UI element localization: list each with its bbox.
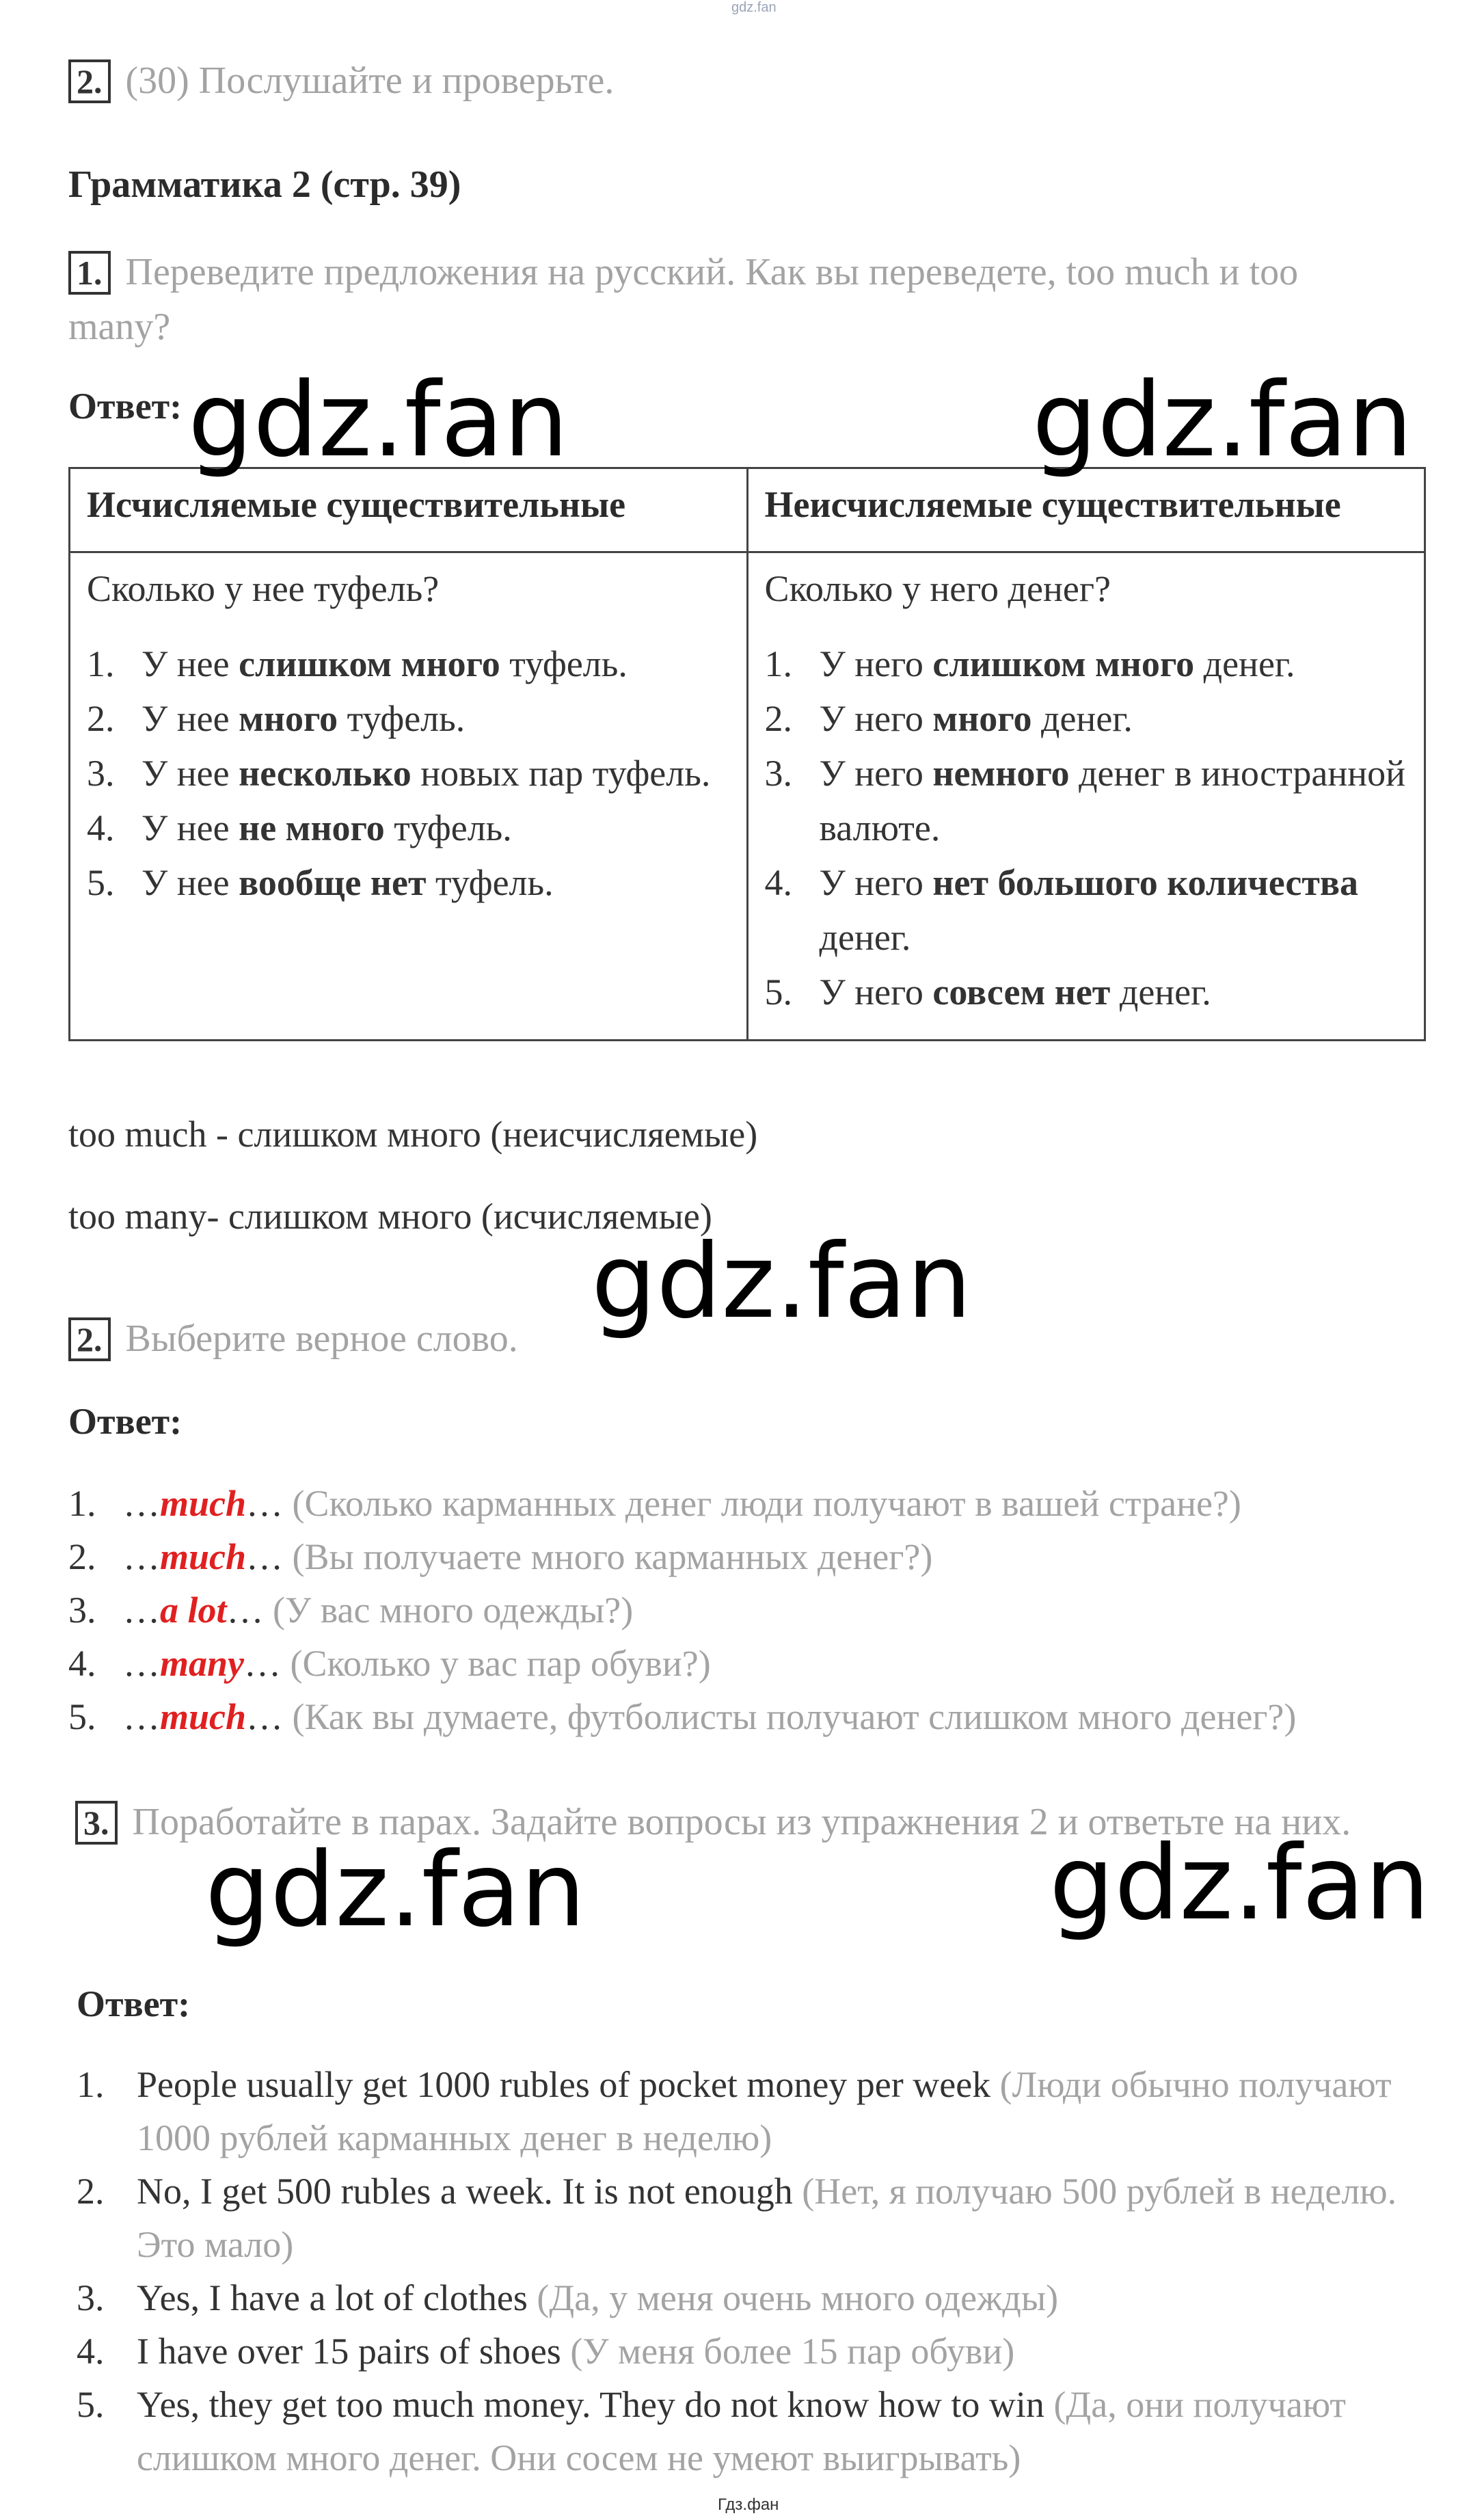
list-item: 3. Yes, I have a lot of clothes (Да, у меня очень много одежды)	[77, 2277, 1059, 2318]
answer-label: Ответ:	[77, 1983, 191, 2024]
listen-task	[68, 53, 614, 108]
list-item: 1. People usually get 1000 rubles of pocket money per week (Люди обычно получают 1000 рублей карманных денег в неделю)	[77, 2064, 1392, 2158]
countable-question: Сколько у нее туфель?	[87, 568, 440, 609]
list-item: 2. …much… (Вы получаете много карманных денег?)	[68, 1536, 933, 1577]
list-item: 2. No, I get 500 rubles a week. It is not enough (Нет, я получаю 500 рублей в неделю. Это мало)	[77, 2171, 1397, 2265]
list-item: 4. …many… (Сколько у вас пар обуви?)	[68, 1643, 711, 1684]
watermark: gdz.fan	[205, 1831, 586, 1950]
note-too-much: too much - слишком много (неисчисляемые)	[68, 1114, 758, 1155]
nouns-table	[68, 467, 1426, 1041]
answer-label: Ответ:	[68, 1401, 183, 1442]
list-item: 1. У него слишком много денег.	[764, 643, 1295, 684]
task-number: 3.	[75, 1801, 118, 1845]
note-too-many: too many- слишком много (исчисляемые)	[68, 1196, 712, 1237]
countable-list	[87, 637, 730, 910]
task-number: 1.	[68, 251, 111, 295]
list-item: 2. У него много денег.	[764, 698, 1133, 739]
uncountable-question: Сколько у него денег?	[764, 568, 1111, 609]
list-item: 2. У нее много туфель.	[87, 698, 466, 739]
list-item: 4. У него нет большого количества денег.	[764, 862, 1359, 958]
grammar-heading: Грамматика 2 (стр. 39)	[68, 163, 461, 206]
list-item: 5. У нее вообще нет туфель.	[87, 862, 554, 903]
task-text: Переведите предложения на русский. Как вы переведете, too much и too many?	[68, 251, 1299, 348]
task-text: Поработайте в парах. Задайте вопросы из упражнения 2 и ответьте на них.	[132, 1801, 1351, 1843]
list-item: 5. …much… (Как вы думаете, футболисты получают слишком много денег?)	[68, 1696, 1297, 1737]
list-item: 4. У нее не много туфель.	[87, 807, 512, 848]
watermark: gdz.fan	[188, 361, 569, 480]
countable-cell	[70, 552, 748, 1041]
list-item: 3. У нее несколько новых пар туфель.	[87, 753, 711, 794]
task-text: Выберите верное слово.	[125, 1317, 518, 1360]
watermark: gdz.fan	[1049, 1824, 1430, 1943]
footer-label: Гдз.фан	[718, 2495, 779, 2514]
table-header-countable: Исчисляемые существительные	[70, 468, 748, 552]
watermark: gdz.fan	[1032, 361, 1413, 480]
exercise-1-task	[68, 245, 1408, 354]
list-item: 5. У него совсем нет денег.	[764, 972, 1211, 1013]
task-number: 2.	[68, 1317, 111, 1361]
top-watermark: gdz.fan	[731, 0, 777, 15]
watermark: gdz.fan	[591, 1222, 972, 1341]
exercise-2-task	[68, 1311, 518, 1366]
task-text: (30) Послушайте и проверьте.	[125, 59, 615, 102]
uncountable-cell	[747, 552, 1425, 1041]
exercise-2-answers	[68, 1477, 1296, 1743]
list-item: 3. У него немного денег в иностранной валюте.	[764, 753, 1406, 848]
list-item: 1. …much… (Сколько карманных денег люди получают в вашей стране?)	[68, 1483, 1241, 1524]
task-number: 2.	[68, 59, 111, 103]
list-item: 4. I have over 15 pairs of shoes (У меня более 15 пар обуви)	[77, 2331, 1015, 2372]
table-header-uncountable: Неисчисляемые существительные	[747, 468, 1425, 552]
list-item: 1. У нее слишком много туфель.	[87, 643, 628, 684]
list-item: 5. Yes, they get too much money. They do not know how to win (Да, они получают слишком много денег. Они сосем не умеют выигрывать)	[77, 2384, 1347, 2478]
exercise-3-answers	[77, 2058, 1403, 2484]
answer-label: Ответ:	[68, 386, 183, 427]
list-item: 3. …a lot… (У вас много одежды?)	[68, 1590, 634, 1631]
uncountable-list	[765, 637, 1408, 1019]
